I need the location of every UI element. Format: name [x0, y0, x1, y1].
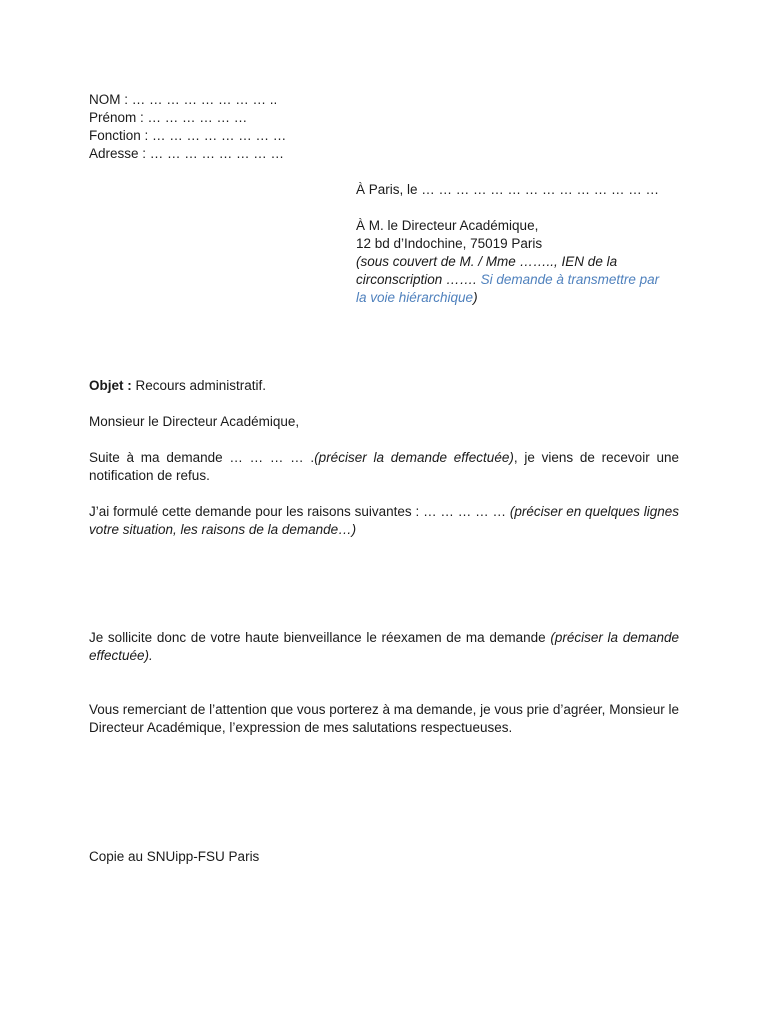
- paragraph-request: [89, 449, 679, 485]
- paragraph-reasons: [89, 503, 679, 539]
- paragraph-closing: Vous remerciant de l’attention que vous porterez à ma demande, je vous prie d’agréer, Monsieur le Directeur Académique, l’expression de mes salutations respectueuses.: [89, 702, 679, 735]
- copy-notice: Copie au SNUipp-FSU Paris: [89, 849, 260, 864]
- sender-adresse: Adresse : … … … … … … … …: [89, 146, 285, 161]
- salutation: Monsieur le Directeur Académique,: [89, 414, 300, 429]
- addressee: À M. le Directeur Académique,: [356, 218, 539, 233]
- recipient-block: [356, 181, 668, 307]
- para2-start: J’ai formulé cette demande pour les raisons suivantes : … … … … …: [89, 504, 510, 519]
- sender-nom: NOM : … … … … … … … … ..: [89, 92, 278, 107]
- para2-hint: (préciser en quelques lignes votre situation, les raisons de la demande…): [89, 504, 679, 537]
- addressee-address: 12 bd d’Indochine, 75019 Paris: [356, 236, 543, 251]
- via-note-text: (sous couvert de M. / Mme …….., IEN de la circonscription …….: [356, 254, 618, 287]
- sender-block: [89, 91, 286, 163]
- spacer: [356, 199, 668, 217]
- via-note-hint: Si demande à transmettre par la voie hiérarchique: [356, 272, 660, 305]
- via-note-close: ): [473, 290, 478, 305]
- subject-label: Objet :: [89, 378, 132, 393]
- paragraph-reexamination: [89, 629, 679, 665]
- para1-end: , je viens de recevoir une notification de refus.: [89, 450, 679, 483]
- sender-fonction: Fonction : … … … … … … … …: [89, 128, 287, 143]
- sender-prenom: Prénom : … … … … … …: [89, 110, 248, 125]
- para1-hint: (préciser la demande effectuée): [314, 450, 514, 465]
- subject-line: [89, 377, 679, 395]
- para1-start: Suite à ma demande … … … … .: [89, 450, 315, 465]
- para3-hint: (préciser la demande effectuée).: [89, 630, 679, 663]
- subject-text: Recours administratif.: [131, 378, 267, 393]
- date-line: À Paris, le … … … … … … … … … … … … … …: [356, 182, 660, 197]
- para3-start: Je sollicite donc de votre haute bienveillance le réexamen de ma demande: [89, 630, 551, 645]
- via-hierarchy-note: [356, 253, 668, 307]
